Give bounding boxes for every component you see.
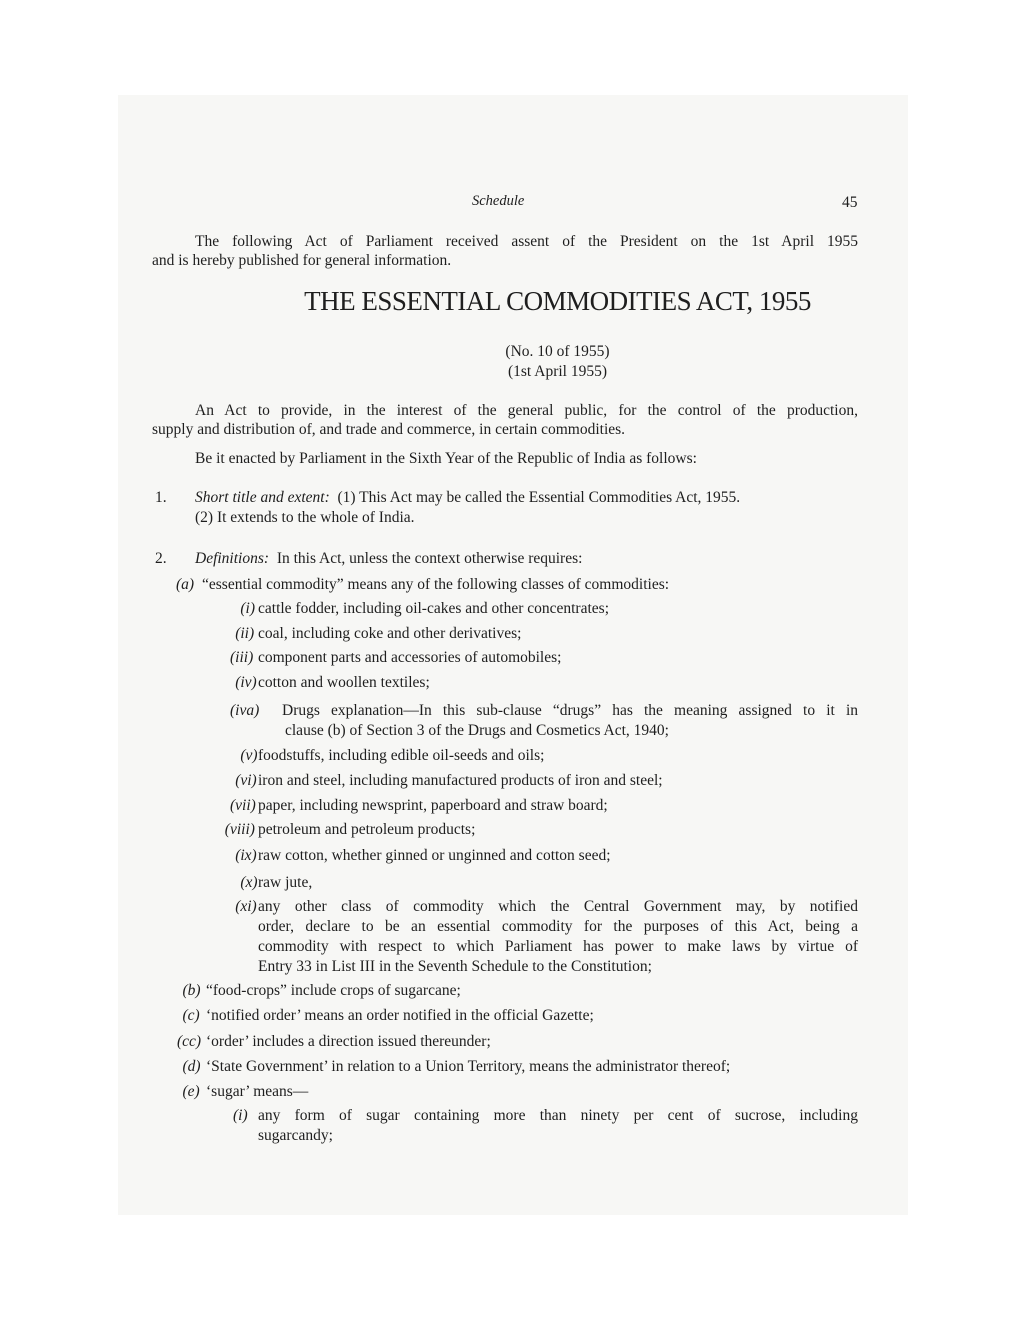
commodity-item-text: petroleum and petroleum products; bbox=[258, 821, 476, 838]
commodity-item-label: (viii) bbox=[224, 821, 255, 838]
notice-line-1: The following Act of Parliament received assent of the President on the 1st April 1955 bbox=[195, 233, 858, 250]
commodity-item-text: order, declare to be an essential commodity for the purposes of this Act, being a bbox=[258, 918, 858, 935]
commodity-item-text: any other class of commodity which the Central Government may, by notified bbox=[258, 898, 858, 915]
clause-a-text: “essential commodity” means any of the following classes of commodities: bbox=[202, 576, 670, 593]
commodity-item-label: (iii) bbox=[230, 649, 254, 666]
section-2-intro: In this Act, unless the context otherwise requires: bbox=[276, 550, 583, 567]
clause-label: (b) bbox=[182, 982, 201, 999]
preamble-line-2: supply and distribution of, and trade and commerce, in certain commodities. bbox=[152, 421, 626, 438]
commodity-item-text: raw cotton, whether ginned or unginned and cotton seed; bbox=[258, 847, 611, 864]
clause-label: (cc) bbox=[177, 1033, 202, 1050]
clause-label: (c) bbox=[182, 1007, 200, 1024]
section-2-text bbox=[195, 550, 582, 568]
commodity-item-text: cotton and woollen textiles; bbox=[258, 674, 430, 691]
commodity-item-label: (ix) bbox=[235, 847, 257, 864]
preamble-line-1: An Act to provide, in the interest of the general public, for the control of the production, bbox=[195, 402, 858, 419]
act-title: THE ESSENTIAL COMMODITIES ACT, 1955 bbox=[304, 286, 811, 316]
commodity-item-label: (ii) bbox=[235, 625, 255, 642]
act-number: (No. 10 of 1955) bbox=[505, 343, 610, 360]
commodity-item-text: cattle fodder, including oil-cakes and other concentrates; bbox=[258, 600, 609, 617]
section-1-heading: Short title and extent: bbox=[195, 489, 330, 506]
notice-line-2: and is hereby published for general information. bbox=[152, 252, 452, 269]
sugar-item-text: sugarcandy; bbox=[258, 1127, 333, 1144]
commodity-item-text: raw jute, bbox=[258, 874, 313, 891]
clause-text: “food-crops” include crops of sugarcane; bbox=[206, 982, 461, 999]
commodity-item-label: (x) bbox=[240, 874, 258, 891]
section-1-text bbox=[195, 489, 740, 507]
section-2-heading: Definitions: bbox=[195, 550, 270, 567]
section-1-number: 1. bbox=[155, 489, 167, 506]
clause-label: (d) bbox=[182, 1058, 201, 1075]
commodity-item-text: clause (b) of Section 3 of the Drugs and Cosmetics Act, 1940; bbox=[285, 722, 669, 739]
commodity-item-text: Drugs explanation—In this sub-clause “drugs” has the meaning assigned to it in bbox=[282, 702, 858, 719]
commodity-item-label: (iva) bbox=[230, 702, 260, 719]
commodity-item-text: coal, including coke and other derivatives; bbox=[258, 625, 522, 642]
commodity-item-text: commodity with respect to which Parliament has power to make laws by virtue of bbox=[258, 938, 858, 955]
clause-text: ‘notified order’ means an order notified in the official Gazette; bbox=[206, 1007, 594, 1024]
clause-label: (e) bbox=[182, 1083, 200, 1100]
commodity-item-text: component parts and accessories of automobiles; bbox=[258, 649, 562, 666]
sugar-item-text: any form of sugar containing more than ninety per cent of sucrose, including bbox=[258, 1107, 858, 1124]
clause-text: ‘State Government’ in relation to a Union Territory, means the administrator thereof; bbox=[206, 1058, 731, 1075]
commodity-item-label: (xi) bbox=[235, 898, 257, 915]
commodity-item-label: (iv) bbox=[235, 674, 257, 691]
running-title: Schedule bbox=[472, 193, 525, 209]
commodity-item-label: (vi) bbox=[235, 772, 257, 789]
commodity-item-label: (v) bbox=[240, 747, 258, 764]
section-1-sub-2: (2) It extends to the whole of India. bbox=[195, 509, 415, 526]
act-date: (1st April 1955) bbox=[507, 363, 608, 380]
clause-a-label: (a) bbox=[176, 576, 195, 593]
commodity-item-text: iron and steel, including manufactured products of iron and steel; bbox=[258, 772, 663, 789]
enactment-clause: Be it enacted by Parliament in the Sixth Year of the Republic of India as follows: bbox=[195, 450, 697, 467]
commodity-item-text: paper, including newsprint, paperboard and straw board; bbox=[258, 797, 608, 814]
commodity-item-text: foodstuffs, including edible oil-seeds and oils; bbox=[258, 747, 545, 764]
page-number: 45 bbox=[842, 194, 858, 211]
section-1-sub-1: (1) This Act may be called the Essential Commodities Act, 1955. bbox=[337, 489, 741, 506]
clause-text: ‘sugar’ means— bbox=[206, 1083, 309, 1100]
sugar-item-label: (i) bbox=[233, 1107, 248, 1124]
commodity-item-text: Entry 33 in List III in the Seventh Schedule to the Constitution; bbox=[258, 958, 652, 975]
section-2-number: 2. bbox=[155, 550, 167, 567]
commodity-item-label: (vii) bbox=[230, 797, 256, 814]
commodity-item-label: (i) bbox=[240, 600, 256, 617]
clause-text: ‘order’ includes a direction issued thereunder; bbox=[206, 1033, 491, 1050]
